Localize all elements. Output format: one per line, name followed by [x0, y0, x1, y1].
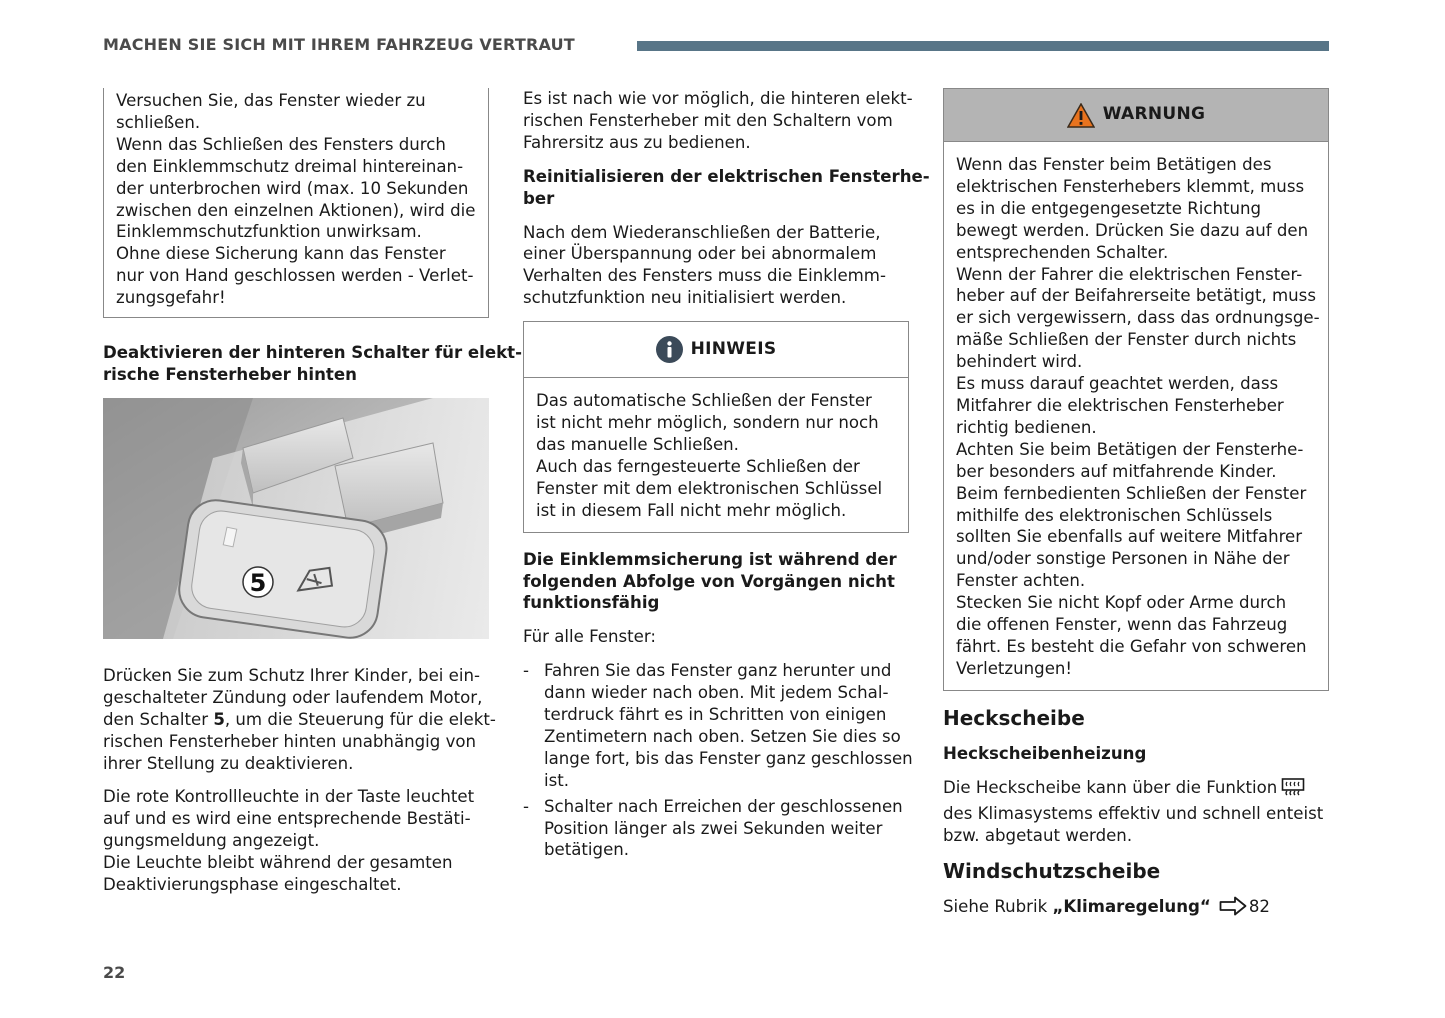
text-line: Schalter nach Erreichen der geschlossenen — [544, 796, 903, 816]
text-line: Fahrersitz aus zu bedienen. — [523, 132, 751, 152]
warning-icon — [1067, 103, 1095, 128]
text-line: Die rote Kontrollleuchte in der Taste leuchtet — [103, 787, 475, 807]
text-line: Achten Sie beim Betätigen der Fensterhe- — [956, 439, 1304, 459]
text-line: und/oder sonstige Personen in Nähe der — [956, 549, 1290, 569]
text-line: entsprechenden Schalter. — [956, 242, 1169, 262]
text-line: fährt. Es besteht die Gefahr von schweren — [956, 636, 1307, 656]
list-dash: - — [523, 796, 529, 816]
text-line: einer Überspannung oder bei abnormalem — [523, 244, 877, 264]
header-bar — [637, 41, 1329, 51]
text-line: Verhalten des Fensters muss die Einklemm- — [523, 266, 886, 286]
text-line: Stecken Sie nicht Kopf oder Arme durch — [956, 593, 1287, 613]
text-line: Beim fernbedienten Schließen der Fenster — [956, 483, 1307, 503]
text-line: des Klimasystems effektiv und schnell enteist — [943, 803, 1324, 823]
heading-line: Die Einklemmsicherung ist während der — [523, 549, 897, 569]
text-line: Nach dem Wiederanschließen der Batterie, — [523, 222, 881, 242]
text-line: ihrer Stellung zu deaktivieren. — [103, 753, 354, 773]
text-line: er sich vergewissern, dass das ordnungsge- — [956, 308, 1320, 328]
rear-window-paragraph — [943, 777, 1329, 847]
text-run: , um die Steuerung für die elekt- — [224, 709, 496, 729]
section-heckscheibe: Heckscheibe — [943, 705, 1085, 730]
continued-box — [103, 88, 489, 318]
section-windschutzscheibe: Windschutzscheibe — [943, 859, 1161, 884]
text-line: sollten Sie ebenfalls auf weitere Mitfahrer — [956, 527, 1303, 547]
text-line: Es muss darauf geachtet werden, dass — [956, 374, 1279, 394]
anti-pinch-heading — [523, 549, 909, 615]
text-line: Es ist nach wie vor möglich, die hinteren elekt- — [523, 89, 913, 108]
text-line: lange fort, bis das Fenster ganz geschlossen — [544, 748, 913, 768]
column-1 — [103, 88, 522, 908]
text-line: richtig bedienen. — [956, 417, 1097, 437]
text-line: terdruck fährt es in Schritten von einigen — [544, 705, 887, 725]
text-line: Mitfahrer die elektrischen Fensterheber — [956, 395, 1284, 415]
deactivate-heading — [103, 342, 522, 386]
switch-number: 5 — [213, 709, 225, 729]
rear-switch-paragraph — [523, 88, 913, 154]
text-line: den Einklemmschutz dreimal hintereinan- — [116, 156, 464, 176]
text-line: es in die entgegengesetzte Richtung — [956, 198, 1262, 218]
text-line: Die Leuchte bleibt während der gesamten — [103, 853, 453, 873]
hinweis-header — [524, 322, 908, 378]
running-header: MACHEN SIE SICH MIT IHREM FAHRZEUG VERTRAUT — [103, 35, 575, 54]
text-line: Drücken Sie zum Schutz Ihrer Kinder, bei ein- — [103, 665, 480, 685]
text-line: Fenster mit dem elektronischen Schlüssel — [536, 478, 883, 498]
page-reference: 82 — [1248, 897, 1270, 917]
text-line: schließen. — [116, 112, 201, 132]
indicator-paragraph — [103, 786, 489, 896]
text-line: mäße Schließen der Fenster durch nichts — [956, 330, 1297, 350]
text-line: rischen Fensterheber mit den Schaltern vom — [523, 110, 893, 130]
hinweis-title: HINWEIS — [690, 338, 777, 359]
list-item-text — [544, 660, 913, 791]
text-line: Ohne diese Sicherung kann das Fenster — [116, 244, 446, 264]
rear-defrost-icon — [1281, 777, 1305, 803]
text-line: Versuchen Sie, das Fenster wieder zu — [116, 91, 426, 110]
text-run: den Schalter — [103, 709, 214, 729]
list-dash: - — [523, 661, 529, 681]
text-line: zwischen den einzelnen Aktionen), wird die — [116, 200, 476, 220]
text-line: Zentimetern nach oben. Setzen Sie dies so — [544, 726, 901, 746]
text-line: betätigen. — [544, 840, 630, 860]
text-line: ist nicht mehr möglich, sondern nur noch — [536, 413, 879, 433]
text-line: Einklemmschutzfunktion unwirksam. — [116, 222, 422, 242]
text-line: das manuelle Schließen. — [536, 434, 739, 454]
text-run: Die Heckscheibe kann über die Funktion — [943, 777, 1278, 797]
heading-line: funktionsfähig — [523, 593, 660, 613]
warnung-title: WARNUNG — [1102, 104, 1206, 125]
window-switch-photo — [103, 398, 489, 639]
text-line: die offenen Fenster, wenn das Fahrzeug — [956, 615, 1288, 635]
text-line: geschalteter Zündung oder laufendem Motor, — [103, 687, 483, 707]
text-line — [103, 709, 496, 731]
list-item — [523, 796, 909, 862]
text-line: Auch das ferngesteuerte Schließen der — [536, 456, 860, 476]
text-line: nur von Hand geschlossen werden - Verlet- — [116, 266, 474, 286]
heading-line: folgenden Abfolge von Vorgängen nicht — [523, 571, 895, 591]
text-line: zungsgefahr! — [116, 288, 226, 308]
text-line: ber besonders auf mitfahrende Kinder. — [956, 461, 1277, 481]
text-line: gungsmeldung angezeigt. — [103, 831, 320, 851]
reinit-paragraph — [523, 222, 909, 310]
text-line: Wenn das Schließen des Fensters durch — [116, 134, 446, 154]
text-line: Das automatische Schließen der Fenster — [536, 391, 872, 411]
list-item — [523, 660, 913, 791]
text-line — [943, 777, 1329, 803]
heading-line: Deaktivieren der hinteren Schalter für elekt- — [103, 343, 522, 363]
warnung-header — [944, 89, 1328, 142]
children-protection-paragraph — [103, 665, 496, 775]
text-line: heber auf der Beifahrerseite betätigt, muss — [956, 286, 1316, 306]
text-run: Siehe Rubrik — [943, 897, 1053, 917]
subsection-heckscheibenheizung: Heckscheibenheizung — [943, 743, 1147, 763]
all-windows-label: Für alle Fenster: — [523, 627, 656, 647]
reinit-heading — [523, 166, 930, 210]
hinweis-body — [524, 378, 908, 531]
text-line: Wenn der Fahrer die elektrischen Fenster- — [956, 264, 1303, 284]
text-line: mithilfe des elektronischen Schlüssels — [956, 505, 1273, 525]
text-line: bzw. abgetaut werden. — [943, 825, 1133, 845]
text-line: behindert wird. — [956, 352, 1083, 372]
column-2 — [523, 88, 930, 861]
text-line: Verletzungen! — [956, 658, 1073, 678]
column-3 — [943, 88, 1329, 934]
text-line: schutzfunktion neu initialisiert werden. — [523, 288, 847, 308]
warnung-box — [943, 88, 1329, 691]
heading-line: Reinitialisieren der elektrischen Fensterhe- — [523, 166, 930, 186]
hinweis-box — [523, 321, 909, 532]
info-icon — [656, 336, 683, 363]
photo-callout-label: 5 — [249, 568, 267, 597]
arrow-right-icon — [1219, 896, 1247, 922]
text-line: der unterbrochen wird (max. 10 Sekunden — [116, 178, 469, 198]
text-line: Position länger als zwei Sekunden weiter — [544, 818, 883, 838]
text-line: auf und es wird eine entsprechende Bestäti- — [103, 809, 471, 829]
text-line: elektrischen Fensterhebers klemmt, muss — [956, 176, 1305, 196]
cross-reference[interactable] — [943, 896, 1329, 922]
text-line: Fenster achten. — [956, 571, 1086, 591]
reference-title: „Klimaregelung“ — [1052, 897, 1211, 917]
text-line: ist. — [544, 770, 570, 790]
text-line: Wenn das Fenster beim Betätigen des — [956, 155, 1272, 174]
heading-line: rische Fensterheber hinten — [103, 364, 357, 384]
text-line: rischen Fensterheber hinten unabhängig von — [103, 731, 477, 751]
warnung-body — [944, 142, 1328, 690]
text-line: ist in diesem Fall nicht mehr möglich. — [536, 500, 847, 520]
text-line: Deaktivierungsphase eingeschaltet. — [103, 875, 402, 895]
text-line: bewegt werden. Drücken Sie dazu auf den — [956, 220, 1309, 240]
heading-line: ber — [523, 188, 555, 208]
page-number: 22 — [103, 963, 126, 982]
list-item-text — [544, 796, 909, 862]
text-line: dann wieder nach oben. Mit jedem Schal- — [544, 683, 889, 703]
text-line: Fahren Sie das Fenster ganz herunter und — [544, 661, 892, 681]
